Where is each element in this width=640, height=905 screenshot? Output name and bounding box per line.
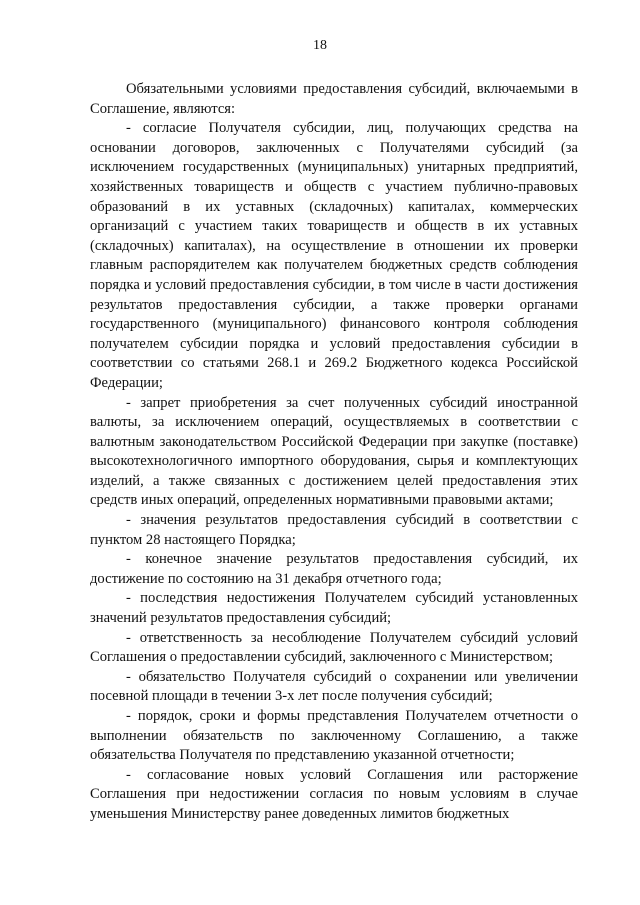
paragraph-audit-consent: - согласие Получателя субсидии, лиц, получающих средства на основании договоров, заключенных с Получателями субсидий (за исключением государственных (муниципальных) унитарных предприятий, хозяйственных товариществ и обществ с участием публично-правовых образований в их уставных (складочных) капиталах, коммерческих организаций с участием таких товариществ и обществ в их уставных (складочных) капиталах), на осуществление в отношении их проверки главным распорядителем как получателем бюджетных средств соблюдения порядка и условий предоставления субсидии, в том числе в части достижения результатов предоставления субсидии, а также проверки органами государственного (муниципального) финансового контроля соблюдения получателем субсидии порядка и условий предоставления субсидии в соответствии со статьями 268.1 и 269.2 Бюджетного кодекса Российской Федерации; xyxy=(90,120,578,391)
page-number: 18 xyxy=(313,38,327,53)
paragraph-agreement-changes: - согласование новых условий Соглашения или расторжение Соглашения при недостижении согласия по новым условиям в случае уменьшения Министерству ранее доведенных лимитов бюджетных xyxy=(90,766,578,822)
paragraph-sown-area: - обязательство Получателя субсидий о сохранении или увеличении посевной площади в течении 3-х лет после получения субсидий; xyxy=(90,668,578,705)
paragraph-intro: Обязательными условиями предоставления субсидий, включаемыми в Соглашение, являются: xyxy=(90,81,578,117)
document-body xyxy=(90,80,578,825)
paragraph-responsibility: - ответственность за несоблюдение Получателем субсидий условий Соглашения о предоставлении субсидий, заключенного с Министерством; xyxy=(90,629,578,666)
paragraph-final-result: - конечное значение результатов предоставления субсидий, их достижение по состоянию на 31 декабря отчетного года; xyxy=(90,551,578,587)
paragraph-result-values: - значения результатов предоставления субсидий в соответствии с пунктом 28 настоящего Порядка; xyxy=(90,512,578,548)
paragraph-consequences: - последствия недостижения Получателем субсидий установленных значений результатов предоставления субсидий; xyxy=(90,590,578,627)
paragraph-currency-ban: - запрет приобретения за счет полученных субсидий иностранной валюты, за исключением операций, осуществляемых в соответствии с валютным законодательством Российской Федерации при закупке (поставке) высокотехнологичного импортного оборудования, сырья и комплектующих изделий, а также связанных с достижением целей предоставления этих средств иных операций, определенных нормативными правовыми актами; xyxy=(90,394,578,509)
paragraph-reporting: - порядок, сроки и формы представления Получателем отчетности о выполнении обязательств по заключенному Соглашению, а также обязательства Получателя по представлению указанной отчетности; xyxy=(90,708,578,764)
